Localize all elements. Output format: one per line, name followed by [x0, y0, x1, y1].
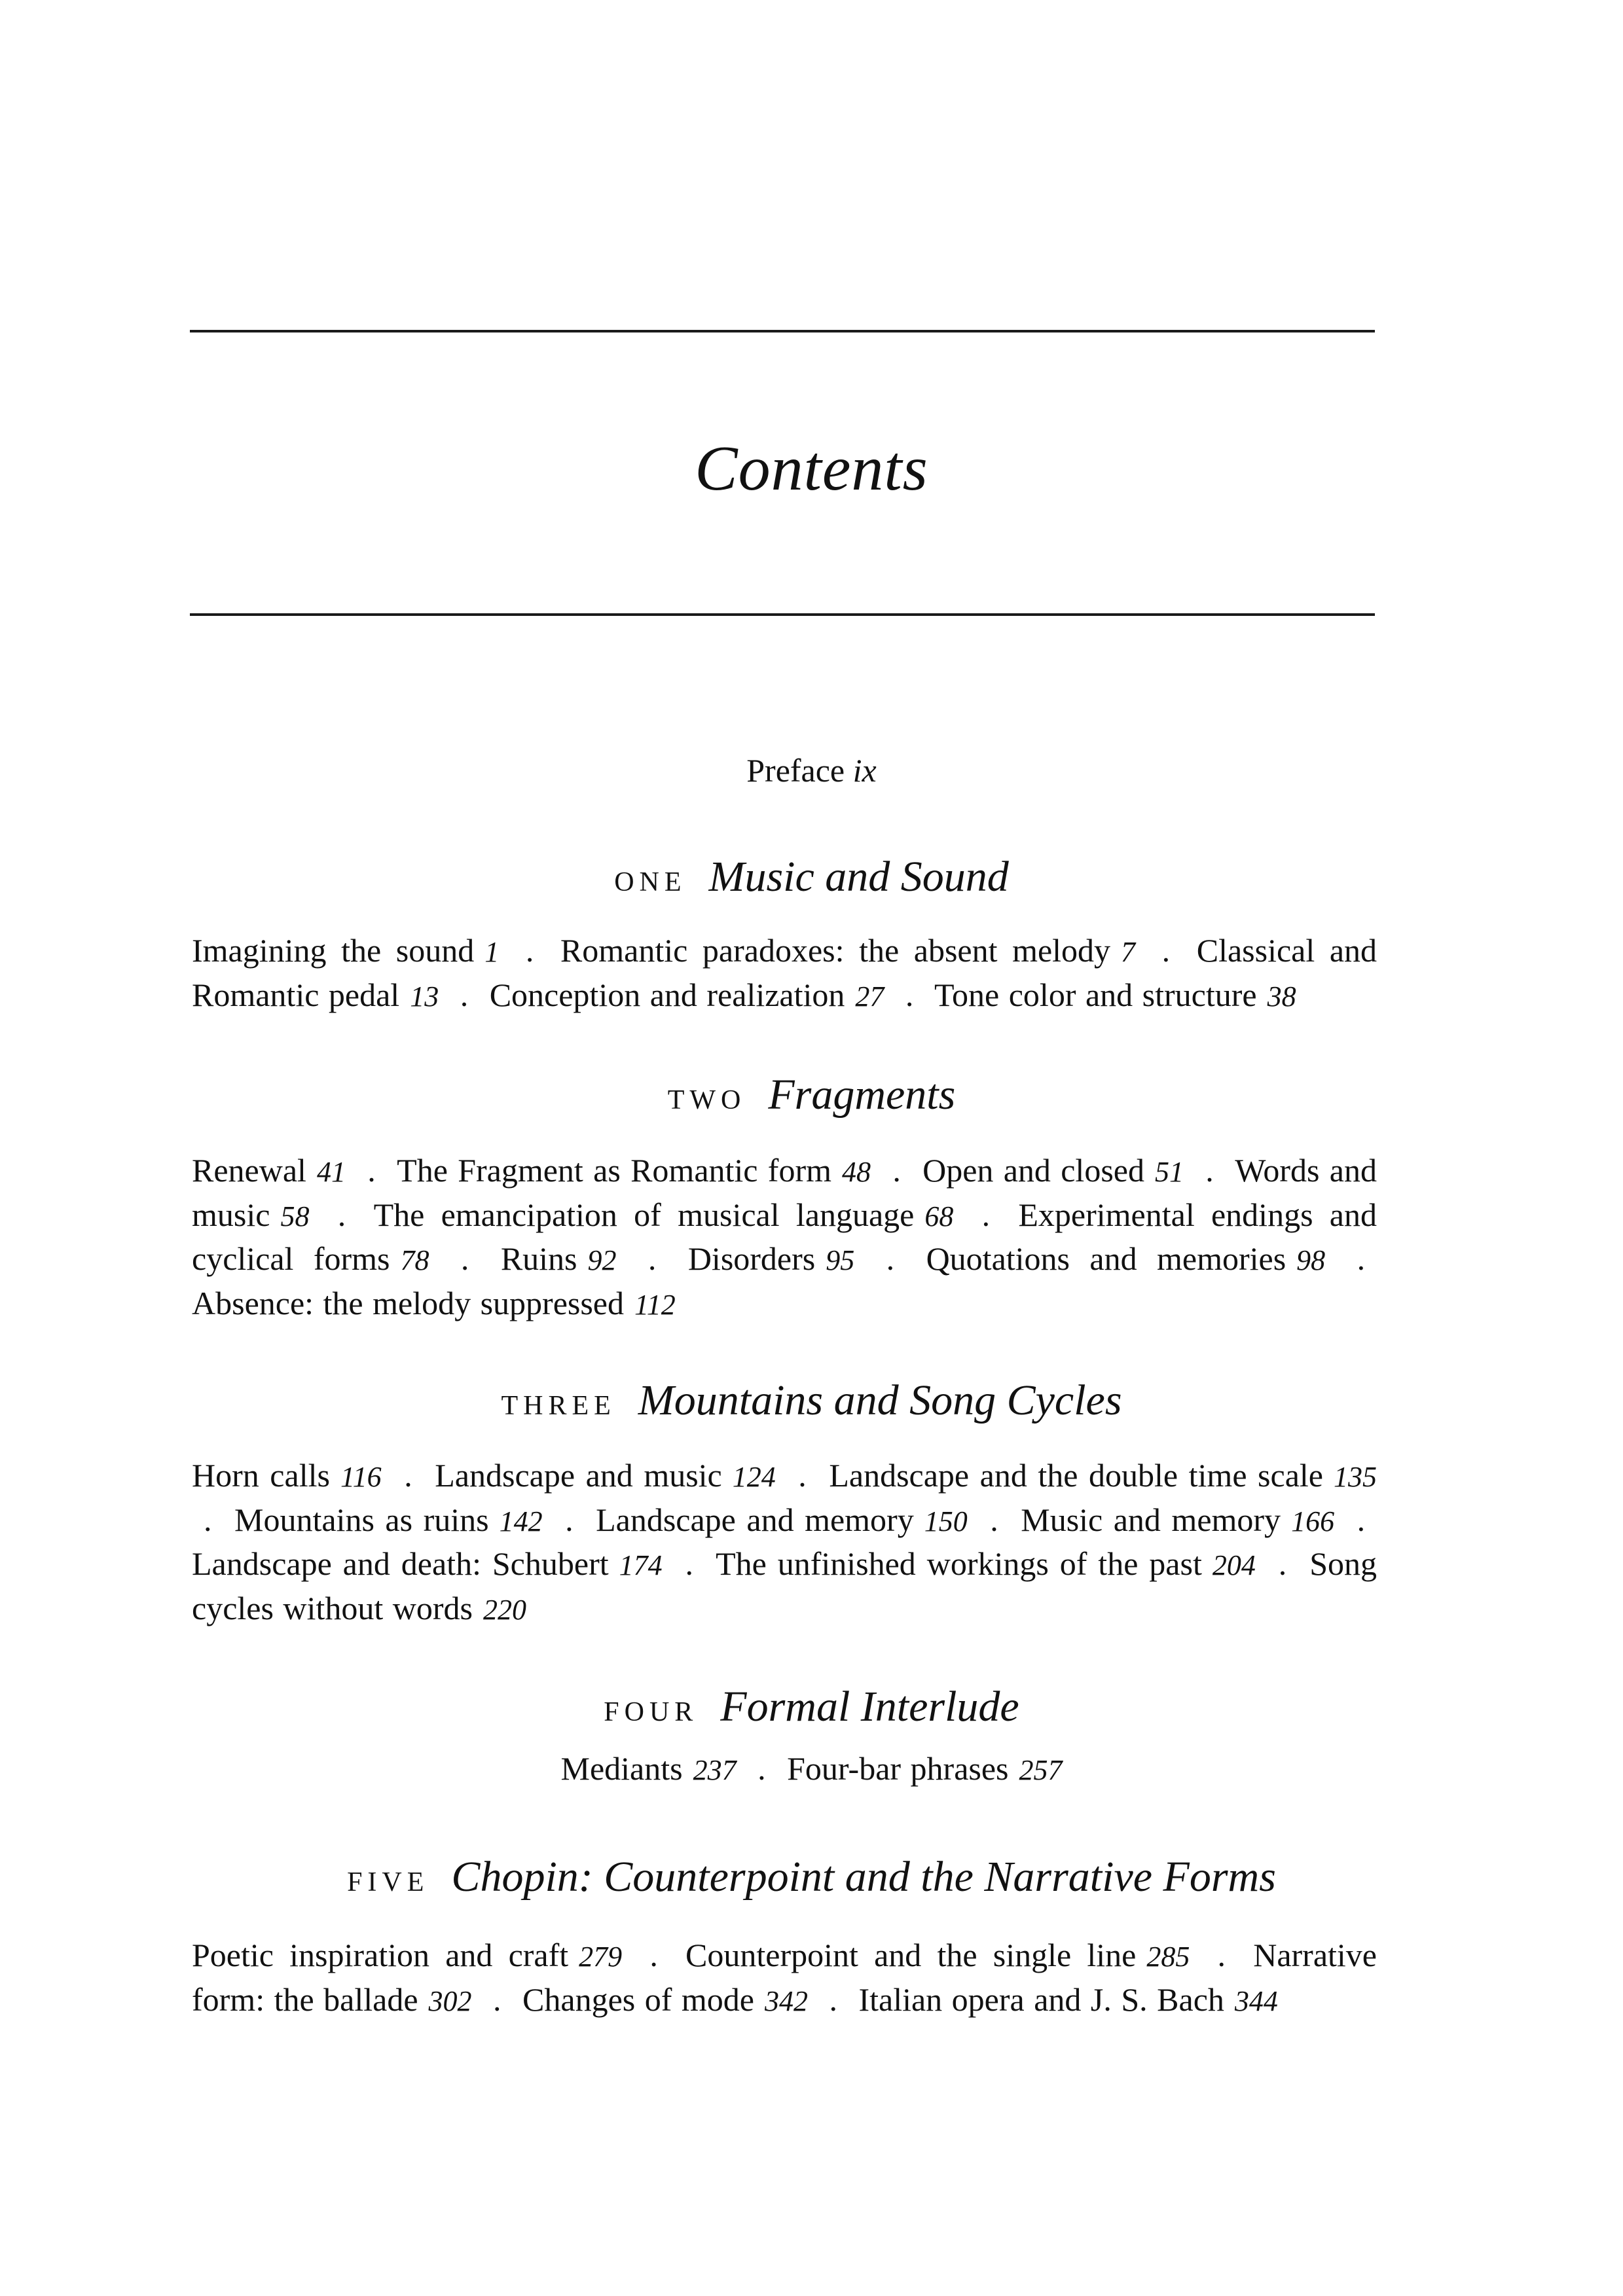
chapter-ordinal: FIVE	[347, 1867, 429, 1897]
toc-entry-page: 302	[428, 1984, 472, 2017]
toc-entry[interactable]	[397, 1152, 871, 1189]
chapter-title: Music and Sound	[708, 853, 1009, 901]
toc-entry-text: Italian opera and J. S. Bach	[858, 1981, 1224, 2018]
toc-entry-page: 41	[316, 1156, 346, 1188]
entry-separator: .	[1278, 1545, 1287, 1582]
toc-entry-text: Song cycles without words	[192, 1545, 1377, 1626]
toc-entry[interactable]	[1021, 1501, 1334, 1538]
toc-entry-text: Classical and Romantic pedal	[192, 932, 1377, 1013]
toc-entry-text: Landscape and the double time scale	[829, 1457, 1323, 1494]
toc-entry-text: Landscape and death: Schubert	[192, 1545, 609, 1582]
chapter-entries-three	[192, 1454, 1377, 1631]
toc-entry[interactable]	[716, 1545, 1256, 1582]
entry-separator: .	[981, 1196, 991, 1233]
chapter-ordinal: FOUR	[604, 1697, 699, 1727]
toc-entry-text: Imagining the sound	[192, 932, 475, 969]
toc-entry-page: 13	[410, 980, 439, 1013]
chapter-entries-five	[192, 1934, 1377, 2022]
entry-separator: .	[685, 1545, 694, 1582]
toc-entry-text: Narrative form: the ballade	[192, 1937, 1377, 2018]
entry-separator: .	[1161, 932, 1171, 969]
entry-separator: .	[990, 1501, 998, 1538]
entry-separator: .	[460, 1240, 469, 1277]
entry-separator: .	[1357, 1240, 1366, 1277]
entry-separator: .	[649, 1937, 658, 1973]
toc-entry[interactable]	[922, 1152, 1184, 1189]
chapter-ordinal: TWO	[667, 1085, 746, 1115]
toc-entry[interactable]	[192, 932, 499, 969]
toc-entry-page: 124	[732, 1461, 776, 1493]
chapter-title: Fragments	[768, 1071, 956, 1119]
toc-entry-text: The Fragment as Romantic form	[397, 1152, 831, 1189]
toc-entry-text: Ruins	[500, 1240, 577, 1277]
toc-entry-text: Landscape and memory	[596, 1501, 914, 1538]
toc-entry-page: 150	[924, 1505, 968, 1537]
toc-entry-page: 51	[1154, 1156, 1184, 1188]
toc-entry[interactable]	[374, 1196, 954, 1233]
toc-entry-page: 58	[280, 1200, 310, 1232]
toc-entry-page: 116	[340, 1461, 382, 1493]
title-rule	[190, 613, 1375, 616]
entry-separator: .	[204, 1501, 212, 1538]
toc-entry[interactable]	[688, 1240, 854, 1277]
chapter-ordinal: ONE	[614, 867, 687, 897]
toc-entry-page: 112	[634, 1288, 676, 1321]
toc-entry-page: 257	[1019, 1754, 1063, 1786]
toc-entry-text: Experimental endings and cyclical forms	[192, 1196, 1377, 1277]
top-rule	[190, 330, 1375, 332]
chapter-entries-two	[192, 1149, 1377, 1326]
toc-entry-page: 220	[483, 1593, 526, 1626]
entry-separator: .	[493, 1981, 501, 2018]
entry-separator: .	[565, 1501, 574, 1538]
toc-entry-text: Absence: the melody suppressed	[192, 1284, 625, 1321]
toc-entry-text: Landscape and music	[435, 1457, 722, 1494]
toc-entry[interactable]	[685, 1937, 1190, 1973]
toc-entry-text: Poetic inspiration and craft	[192, 1937, 569, 1973]
entry-separator: .	[829, 1981, 837, 2018]
preface-line	[0, 751, 1623, 789]
toc-entry-text: Horn calls	[192, 1457, 330, 1494]
toc-entry-text: Changes of mode	[522, 1981, 754, 2018]
chapter-title: Formal Interlude	[720, 1683, 1019, 1731]
toc-entry-page: 279	[579, 1941, 623, 1973]
toc-entry[interactable]	[192, 1152, 346, 1189]
toc-entry-text: The unfinished workings of the past	[716, 1545, 1202, 1582]
toc-entry[interactable]	[934, 977, 1296, 1013]
chapter-title: Chopin: Counterpoint and the Narrative Forms	[451, 1853, 1276, 1901]
toc-entry-page: 174	[619, 1549, 663, 1581]
toc-entry[interactable]	[596, 1501, 968, 1538]
toc-entry-page: 166	[1291, 1505, 1335, 1537]
entry-separator: .	[1205, 1152, 1214, 1189]
toc-entry-text: Music and memory	[1021, 1501, 1281, 1538]
entry-separator: .	[1217, 1937, 1226, 1973]
toc-entry[interactable]	[192, 1457, 382, 1494]
toc-entry[interactable]	[560, 932, 1135, 969]
toc-entry[interactable]	[435, 1457, 775, 1494]
toc-entry[interactable]	[192, 1285, 676, 1321]
entry-separator: .	[1357, 1501, 1366, 1538]
toc-entry-text: Tone color and structure	[934, 976, 1257, 1013]
toc-entry-page: 142	[499, 1505, 543, 1537]
chapter-heading-three	[0, 1376, 1623, 1426]
chapter-ordinal: THREE	[501, 1391, 616, 1421]
toc-entry-text: Renewal	[192, 1152, 306, 1189]
toc-entry-page: 38	[1267, 980, 1296, 1013]
chapter-entries-one	[192, 929, 1377, 1018]
chapter-heading-four	[0, 1682, 1623, 1732]
preface-page: ix	[852, 752, 877, 789]
toc-entry-page: 1	[484, 936, 500, 968]
toc-entry[interactable]	[192, 1545, 663, 1582]
toc-entry[interactable]	[490, 977, 884, 1013]
toc-entry-text: Words and music	[192, 1152, 1377, 1233]
chapter-entries-four	[0, 1748, 1623, 1792]
toc-entry-page: 204	[1212, 1549, 1256, 1581]
preface-label: Preface	[746, 752, 845, 789]
toc-entry[interactable]	[234, 1501, 543, 1538]
toc-entry-page: 78	[400, 1244, 429, 1276]
toc-entry-page: 48	[842, 1156, 871, 1188]
toc-entry[interactable]	[192, 1937, 622, 1973]
toc-entry-page: 7	[1121, 936, 1136, 968]
toc-entry-text: Four-bar phrases	[787, 1750, 1009, 1787]
toc-entry-text: Quotations and memories	[926, 1240, 1286, 1277]
toc-entry-text: Counterpoint and the single line	[685, 1937, 1137, 1973]
toc-entry[interactable]	[787, 1750, 1062, 1787]
page-title: Contents	[695, 433, 928, 504]
entry-separator: .	[337, 1196, 346, 1233]
toc-entry[interactable]	[561, 1750, 737, 1787]
toc-entry-text: Mountains as ruins	[234, 1501, 489, 1538]
entry-separator: .	[460, 976, 469, 1013]
entry-separator: .	[525, 932, 534, 969]
toc-entry-text: Conception and realization	[489, 976, 845, 1013]
toc-entry-text: The emancipation of musical language	[373, 1196, 915, 1233]
toc-entry-page: 27	[855, 980, 884, 1013]
entry-separator: .	[798, 1457, 807, 1494]
entry-separator: .	[886, 1240, 895, 1277]
entry-separator: .	[367, 1152, 376, 1189]
toc-entry-page: 98	[1296, 1244, 1326, 1276]
toc-entry[interactable]	[926, 1240, 1326, 1277]
toc-entry-page: 95	[826, 1244, 855, 1276]
chapter-heading-five	[0, 1852, 1623, 1902]
chapter-heading-two	[0, 1070, 1623, 1120]
toc-entry-page: 92	[587, 1244, 617, 1276]
chapter-heading-one	[0, 852, 1623, 902]
toc-entry[interactable]	[858, 1981, 1277, 2018]
toc-entry[interactable]	[829, 1457, 1377, 1494]
entry-separator: .	[404, 1457, 412, 1494]
toc-entry-text: Open and closed	[922, 1152, 1144, 1189]
entry-separator: .	[757, 1750, 766, 1787]
entry-separator: .	[892, 1152, 901, 1189]
toc-entry-page: 135	[1334, 1461, 1377, 1493]
toc-entry-page: 285	[1146, 1941, 1190, 1973]
toc-entry[interactable]	[522, 1981, 808, 2018]
toc-entry-text: Mediants	[560, 1750, 683, 1787]
toc-entry-text: Romantic paradoxes: the absent melody	[560, 932, 1111, 969]
toc-entry-page: 344	[1234, 1984, 1278, 2017]
toc-entry-page: 237	[693, 1754, 737, 1786]
entry-separator: .	[905, 976, 914, 1013]
toc-entry-page: 68	[924, 1200, 954, 1232]
chapter-title: Mountains and Song Cycles	[638, 1376, 1122, 1424]
toc-entry-page: 342	[764, 1984, 808, 2017]
entry-separator: .	[647, 1240, 657, 1277]
toc-entry[interactable]	[501, 1240, 617, 1277]
toc-entry-text: Disorders	[687, 1240, 816, 1277]
